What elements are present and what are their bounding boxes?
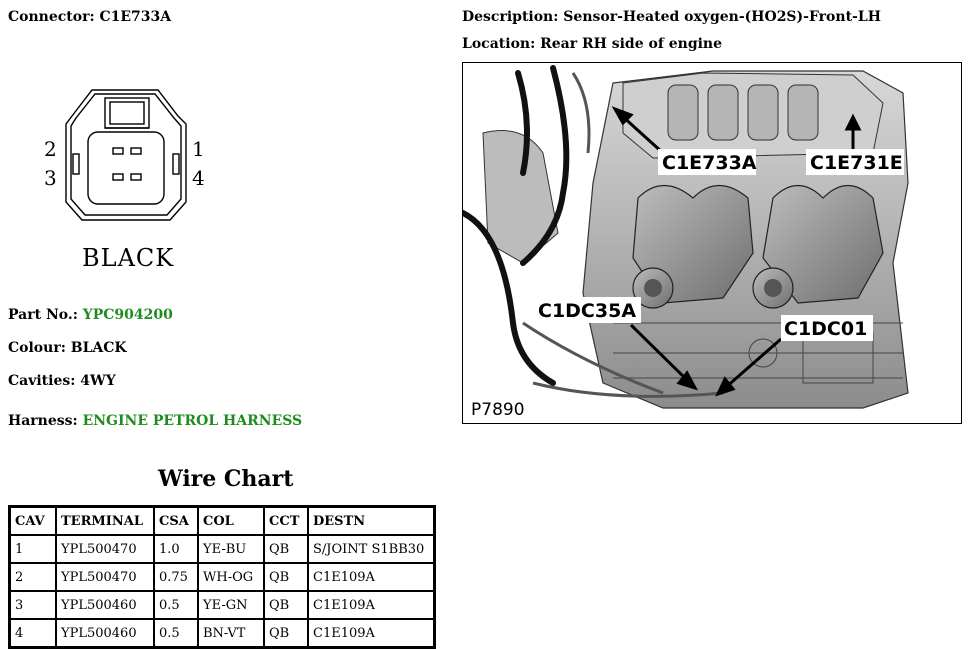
cell-cav: 2 xyxy=(10,563,57,591)
connector-label: Connector: xyxy=(8,9,95,25)
part-no-line xyxy=(8,307,173,323)
column-header-col: COL xyxy=(198,507,264,536)
column-header-csa: CSA xyxy=(154,507,198,536)
pin-label-2: 2 xyxy=(44,137,57,161)
diagram-color-label: BLACK xyxy=(82,244,175,272)
table-row xyxy=(10,591,435,619)
column-header-destn: DESTN xyxy=(308,507,435,536)
cell-terminal: YPL500460 xyxy=(56,591,154,619)
part-no-value: YPC904200 xyxy=(82,307,173,323)
cavities-line xyxy=(8,373,116,389)
cell-csa: 0.5 xyxy=(154,619,198,648)
connector-line xyxy=(8,9,171,25)
colour-label: Colour: xyxy=(8,340,66,356)
column-header-cct: CCT xyxy=(264,507,308,536)
cell-col: WH-OG xyxy=(198,563,264,591)
cell-cav: 3 xyxy=(10,591,57,619)
pin-label-1: 1 xyxy=(192,137,205,161)
callout-c1dc35a: C1DC35A xyxy=(538,300,637,322)
harness-label: Harness: xyxy=(8,413,78,429)
cell-destn: C1E109A xyxy=(308,591,435,619)
cell-csa: 0.75 xyxy=(154,563,198,591)
table-header-row xyxy=(10,507,435,536)
table-row xyxy=(10,535,435,563)
cell-cct: QB xyxy=(264,535,308,563)
table-row xyxy=(10,563,435,591)
harness-line xyxy=(8,413,302,429)
connector-value: C1E733A xyxy=(99,9,172,25)
cavities-value: 4WY xyxy=(80,373,116,389)
callout-c1e733a: C1E733A xyxy=(662,152,757,174)
callout-c1dc01: C1DC01 xyxy=(784,318,868,340)
location-label: Location: xyxy=(462,36,536,52)
cell-csa: 0.5 xyxy=(154,591,198,619)
cell-destn: C1E109A xyxy=(308,619,435,648)
description-label: Description: xyxy=(462,9,559,25)
connector-face-diagram xyxy=(30,80,220,275)
cell-destn: S/JOINT S1BB30 xyxy=(308,535,435,563)
callout-c1e731e: C1E731E xyxy=(810,152,903,174)
cell-cct: QB xyxy=(264,619,308,648)
column-header-terminal: TERMINAL xyxy=(56,507,154,536)
cavities-label: Cavities: xyxy=(8,373,76,389)
cell-col: BN-VT xyxy=(198,619,264,648)
location-line xyxy=(462,36,722,52)
pin-label-3: 3 xyxy=(44,166,57,190)
wire-chart-table xyxy=(8,505,436,649)
colour-line xyxy=(8,340,127,356)
cell-terminal: YPL500470 xyxy=(56,535,154,563)
description-value: Sensor-Heated oxygen-(HO2S)-Front-LH xyxy=(563,9,881,25)
cell-cav: 4 xyxy=(10,619,57,648)
engine-illustration xyxy=(463,63,961,423)
cell-destn: C1E109A xyxy=(308,563,435,591)
pin-label-4: 4 xyxy=(192,166,205,190)
cell-col: YE-GN xyxy=(198,591,264,619)
cell-csa: 1.0 xyxy=(154,535,198,563)
description-line xyxy=(462,9,881,25)
cell-cav: 1 xyxy=(10,535,57,563)
column-header-cav: CAV xyxy=(10,507,57,536)
cell-cct: QB xyxy=(264,591,308,619)
figure-id: P7890 xyxy=(471,400,525,420)
part-no-label: Part No.: xyxy=(8,307,78,323)
location-value: Rear RH side of engine xyxy=(540,36,723,52)
cell-col: YE-BU xyxy=(198,535,264,563)
wire-chart-title: Wire Chart xyxy=(158,466,294,492)
colour-value: BLACK xyxy=(70,340,127,356)
cell-terminal: YPL500470 xyxy=(56,563,154,591)
harness-value: ENGINE PETROL HARNESS xyxy=(82,413,303,429)
engine-location-figure xyxy=(462,62,962,424)
cell-cct: QB xyxy=(264,563,308,591)
cell-terminal: YPL500460 xyxy=(56,619,154,648)
table-row xyxy=(10,619,435,648)
